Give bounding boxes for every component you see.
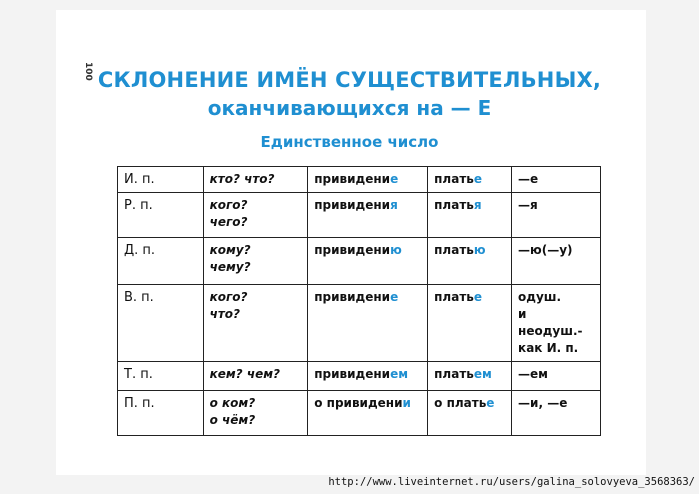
- table-row: [118, 238, 601, 285]
- word-stem: плать: [434, 243, 474, 257]
- case-cell: П. п.: [118, 391, 204, 436]
- word-ending: е: [390, 290, 399, 304]
- question-text: кем? чем?: [209, 367, 280, 381]
- question-cell: [203, 391, 308, 436]
- word-stem: плать: [446, 396, 487, 410]
- ending-text: —е: [518, 172, 539, 186]
- word-cell: [308, 193, 428, 238]
- ending-cell: [512, 167, 601, 193]
- ending-text: как И. п.: [518, 341, 579, 355]
- question-cell: [203, 362, 308, 391]
- question-text: что?: [209, 307, 240, 321]
- page-number: 100: [83, 62, 93, 81]
- question-text: о чём?: [209, 413, 256, 427]
- ending-text: одуш.: [518, 290, 562, 304]
- word-ending: е: [473, 172, 483, 186]
- word-ending: ю: [473, 243, 486, 257]
- word-cell: [428, 167, 512, 193]
- ending-cell: [512, 193, 601, 238]
- word-stem: привидени: [314, 367, 391, 381]
- question-text: кто? что?: [209, 172, 275, 186]
- word-stem: привидени: [314, 198, 391, 212]
- word-stem: плать: [434, 367, 474, 381]
- page-title: СКЛОНЕНИЕ ИМЁН СУЩЕСТВИТЕЛЬНЫХ,: [97, 68, 602, 92]
- case-cell: И. п.: [118, 167, 204, 193]
- word-cell: [428, 391, 512, 436]
- word-cell: [308, 238, 428, 285]
- ending-text: —и, —е: [518, 396, 568, 410]
- word-stem: плать: [434, 172, 474, 186]
- ending-cell: [512, 391, 601, 436]
- ending-text: —я: [518, 198, 538, 212]
- question-text: кому?: [209, 243, 251, 257]
- question-text: чему?: [209, 260, 251, 274]
- word-cell: [428, 285, 512, 362]
- question-cell: [203, 167, 308, 193]
- word-ending: я: [473, 198, 482, 212]
- question-text: кого?: [209, 198, 248, 212]
- table-row: [118, 391, 601, 436]
- word-ending: е: [486, 396, 495, 410]
- table-row: [118, 193, 601, 238]
- word-cell: [308, 167, 428, 193]
- case-cell: Р. п.: [118, 193, 204, 238]
- word-cell: [308, 285, 428, 362]
- section-subtitle: Единственное число: [260, 133, 439, 151]
- ending-cell: [512, 285, 601, 362]
- question-text: о ком?: [209, 396, 256, 410]
- word-cell: [428, 362, 512, 391]
- case-cell: Д. п.: [118, 238, 204, 285]
- declension-table: [117, 166, 601, 436]
- word-prefix: о: [434, 396, 447, 410]
- word-stem: привидени: [314, 243, 391, 257]
- word-ending: и: [402, 396, 411, 410]
- word-ending: ем: [473, 367, 492, 381]
- ending-cell: [512, 362, 601, 391]
- word-ending: ем: [390, 367, 409, 381]
- word-ending: ю: [390, 243, 402, 257]
- word-cell: [308, 362, 428, 391]
- word-cell: [428, 238, 512, 285]
- word-ending: я: [390, 198, 398, 212]
- ending-cell: [512, 238, 601, 285]
- ending-text: —ем: [518, 367, 548, 381]
- question-text: кого?: [209, 290, 248, 304]
- question-text: чего?: [209, 215, 248, 229]
- ending-text: и неодуш.-: [518, 307, 583, 338]
- word-stem: плать: [434, 290, 474, 304]
- question-cell: [203, 193, 308, 238]
- table-row: [118, 167, 601, 193]
- case-cell: В. п.: [118, 285, 204, 362]
- ending-text: —ю(—у): [518, 243, 573, 257]
- word-cell: [308, 391, 428, 436]
- word-stem: привидени: [314, 290, 391, 304]
- word-stem: привидени: [314, 172, 391, 186]
- page-title-line2: оканчивающихся на — Е: [207, 96, 492, 120]
- word-ending: е: [390, 172, 399, 186]
- source-url: http://www.liveinternet.ru/users/galina_solovyeva_3568363/: [328, 476, 695, 488]
- word-prefix: о: [314, 396, 327, 410]
- word-ending: е: [473, 290, 483, 304]
- word-stem: привидени: [326, 396, 403, 410]
- question-cell: [203, 238, 308, 285]
- word-cell: [428, 193, 512, 238]
- word-stem: плать: [434, 198, 474, 212]
- question-cell: [203, 285, 308, 362]
- case-cell: Т. п.: [118, 362, 204, 391]
- table-row: [118, 362, 601, 391]
- table-row: [118, 285, 601, 362]
